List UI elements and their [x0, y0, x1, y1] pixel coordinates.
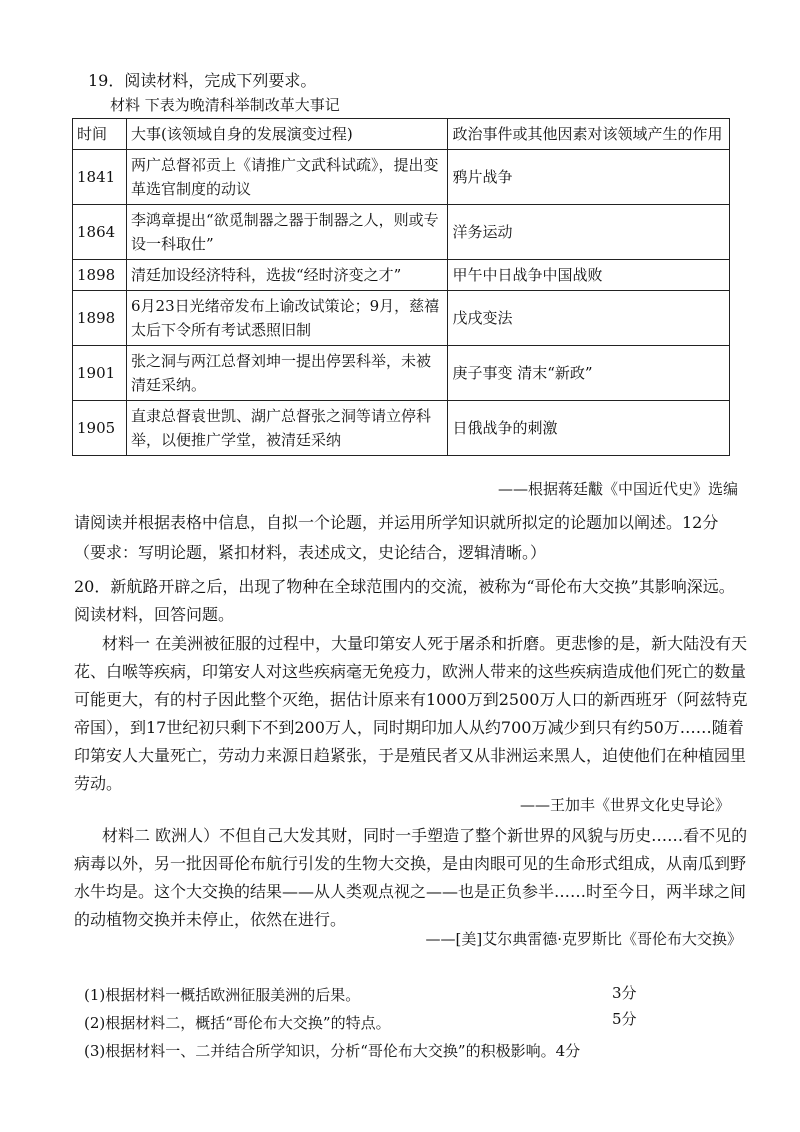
sub-question-1-score: 3分 [612, 984, 637, 1002]
row-event: 张之洞与两江总督刘坤一提出停罢科举，未被清廷采纳。 [126, 346, 447, 401]
row-event: 李鸿章提出“欲觅制器之器于制器之人，则或专设一科取仕” [126, 205, 447, 260]
row-factor: 戊戌变法 [448, 291, 730, 346]
row-year: 1841 [73, 150, 127, 205]
row-factor: 庚子事变 清末“新政” [448, 346, 730, 401]
row-year: 1898 [73, 260, 127, 291]
row-year: 1898 [73, 291, 127, 346]
header-factor: 政治事件或其他因素对该领域产生的作用 [448, 119, 730, 150]
header-time: 时间 [73, 119, 127, 150]
reform-events-table [72, 118, 730, 456]
sub-question-2: (2)根据材料二，概括“哥伦布大交换”的特点。 [84, 1014, 391, 1032]
row-year: 1905 [73, 401, 127, 456]
row-factor: 洋务运动 [448, 205, 730, 260]
question-19-task: 请阅读并根据表格中信息，自拟一个论题，并运用所学知识就所拟定的论题加以阐述。12分（要求：写明论题，紧扣材料，表述成文，史论结合，逻辑清晰。） [74, 513, 719, 562]
row-factor: 日俄战争的刺激 [448, 401, 730, 456]
material-1-source: ——王加丰《世界文化史导论》 [519, 796, 730, 814]
sub-question-3: (3)根据材料一、二并结合所学知识，分析“哥伦布大交换”的积极影响。4分 [84, 1042, 581, 1060]
question-20-heading: 20．新航路开辟之后，出现了物种在全球范围内的交流，被称为“哥伦布大交换”其影响深远。阅读材料，回答问题。 [74, 577, 735, 624]
row-event: 清廷加设经济特科，选拔“经时济变之才” [126, 260, 447, 291]
question-20-material-2: 材料二 欧洲人）不但自己大发其财，同时一手塑造了整个新世界的风貌与历史……看不见的病毒以外，另一批因哥伦布航行引发的生物大交换，是由肉眼可见的生命形式组成，从南瓜到野水牛均是。这个大交换的结果——从人类观点视之——也是正负参半……时至今日，两半球之间的动植物交换并未停止，依然在进行。 [74, 826, 748, 929]
table-row [73, 401, 730, 456]
table-row [73, 260, 730, 291]
row-factor: 甲午中日战争中国战败 [448, 260, 730, 291]
table-row [73, 291, 730, 346]
row-year: 1901 [73, 346, 127, 401]
header-event: 大事(该领域自身的发展演变过程) [126, 119, 447, 150]
row-event: 直隶总督袁世凯、湖广总督张之洞等请立停科举，以便推广学堂，被清廷采纳 [126, 401, 447, 456]
table-row [73, 205, 730, 260]
table-row [73, 150, 730, 205]
sub-question-2-score: 5分 [612, 1010, 637, 1028]
row-factor: 鸦片战争 [448, 150, 730, 205]
question-19-source: ——根据蒋廷黻《中国近代史》选编 [497, 480, 738, 498]
question-19-heading: 19．阅读材料，完成下列要求。 [88, 71, 317, 90]
table-row [73, 346, 730, 401]
question-19-material-intro: 材料 下表为晚清科举制改革大事记 [110, 96, 340, 114]
material-2-source: ——[美]艾尔典雷德·克罗斯比《哥伦布大交换》 [425, 930, 742, 948]
question-20-material-1: 材料一 在美洲被征服的过程中，大量印第安人死于屠杀和折磨。更悲惨的是，新大陆没有天花、白喉等疾病，印第安人对这些疾病毫无免疫力，欧洲人带来的这些疾病造成他们死亡的数量可能更大，有的村子因此整个灭绝，据估计原来有1000万到2500万人口的新西班牙（阿兹特克帝国），到17世纪初只剩下不到200万人，同时期印加人从约700万减少到只有约50万……随着印第安人大量死亡，劳动力来源日趋紧张，于是殖民者又从非洲运来黑人，迫使他们在种植园里劳动。 [74, 634, 748, 793]
row-event: 两广总督祁贡上《请推广文武科试疏》，提出变革选官制度的动议 [126, 150, 447, 205]
sub-question-1: (1)根据材料一概括欧洲征服美洲的后果。 [84, 986, 361, 1004]
table-header-row [73, 119, 730, 150]
row-year: 1864 [73, 205, 127, 260]
row-event: 6月23日光绪帝发布上谕改试策论；9月，慈禧太后下令所有考试悉照旧制 [126, 291, 447, 346]
